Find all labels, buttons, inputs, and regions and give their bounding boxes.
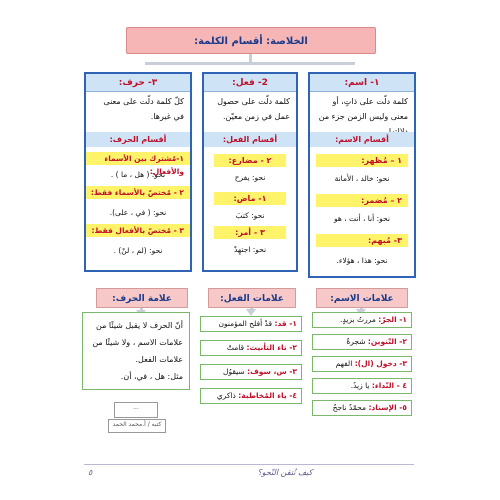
particle-example-1: نحو: ( هل ، ما ) . [110, 170, 166, 179]
verb-sign-3: ٣- س، سوف: سيقوُل [200, 364, 302, 380]
particle-type-2: ٢ - مُختصّ بالأسماء فقط: [86, 186, 190, 199]
particle-type-3: ٣ - مُختصّ بالأفعال فقط: [86, 224, 190, 237]
connector [145, 62, 355, 65]
noun-example-1: نحو: خالد ، الأمانة [334, 174, 390, 183]
particle-column [84, 72, 192, 272]
noun-sign-4: ٤ - النّداء: يا زيدُ. [312, 378, 412, 394]
verb-sign-4: ٤- ياء المُخاطبة: ذاكري [200, 388, 302, 404]
noun-example-2: نحو: أنا ، أنت ، هو [334, 214, 390, 223]
particle-sign-heading: علامة الحرف: [96, 288, 188, 308]
page-title: الخلاصة: أقسام الكلمة: [126, 27, 376, 54]
noun-column [308, 72, 416, 278]
arrow-down-icon [246, 309, 256, 316]
verb-type-imperative: ٣ - أمر: [214, 226, 286, 239]
particle-sign-text: أنّ الحرف لا يقبل شيئًا من علامات الاسم ، ولا شيئًا من علامات الفعل. [92, 321, 183, 364]
noun-sign-2: ٢- التّنوين: شجرةٌ [312, 334, 412, 350]
stamp: ... [114, 402, 158, 418]
particle-heading: ٣- حرف: [86, 74, 190, 92]
noun-type-3: ٣- مُبهم: [316, 234, 408, 247]
author-stamp: كتبه / أ.محمد الحمد [108, 419, 166, 433]
noun-definition: كلمة دلّت على ذاتٍ، أو معنى وليس الزمن جزء من [318, 97, 408, 121]
verb-example-present: نحو: يفرح [234, 173, 266, 182]
particle-sign-example: مثل: هل ، في، أن. [120, 372, 183, 381]
verb-example-past: نحو: كتبَ [235, 211, 265, 220]
noun-sign-3: ٣- دخول (ال): الفهم [312, 356, 412, 372]
noun-subheading: أقسام الاسم: [310, 132, 414, 147]
particle-sign-box [82, 312, 190, 390]
page-number: ٥ [88, 468, 93, 477]
verb-definition: كلمة دلّت على حصول عمل في زمن معيّن. [217, 97, 290, 121]
particle-subheading: أقسام الحرف: [86, 132, 190, 147]
verb-column [202, 72, 298, 272]
noun-sign-1: ١- الجرّ: مررتُ بزيدٍ. [312, 312, 412, 328]
verb-type-past: ١- ماض: [214, 192, 286, 205]
particle-example-2: نحو: ( في ، على). [109, 208, 167, 217]
verb-sign-1: ١- قد: قدْ أفلح المؤمنون [200, 316, 302, 332]
noun-example-3: نحو: هذا ، هؤلاء. [336, 256, 388, 265]
particle-type-1: ١-مُشترك بين الأسماء والأفعال: [86, 152, 190, 165]
noun-signs-heading: علامات الاسم: [316, 288, 408, 308]
noun-sign-5: ٥- الإسناد: محمّدٌ ناجحٌ [312, 400, 412, 416]
noun-type-2: ٢ – مُضمر: [316, 194, 408, 207]
verb-subheading: أقسام الفعل: [204, 132, 296, 147]
noun-heading: ١- اسم: [310, 74, 414, 92]
noun-type-1: ١ – مُظهر: [316, 154, 408, 167]
verb-type-present: ٢ - مضارع: [214, 154, 286, 167]
footer-rule [84, 464, 414, 465]
particle-definition: كلّ كلمة دلّت على معنى في غيرها. [103, 97, 184, 121]
verb-sign-2: ٢- تاء التأنيث: قامتْ [200, 340, 302, 356]
book-title: كيف نُتقن النّحو؟ [257, 468, 313, 477]
verb-signs-heading: علامات الفعل: [208, 288, 296, 308]
verb-heading: 2- فعل: [204, 74, 296, 92]
particle-example-3: نحو: (لم ، لنْ) . [113, 246, 163, 255]
verb-example-imperative: نحو: اجتهِدْ [233, 245, 267, 254]
